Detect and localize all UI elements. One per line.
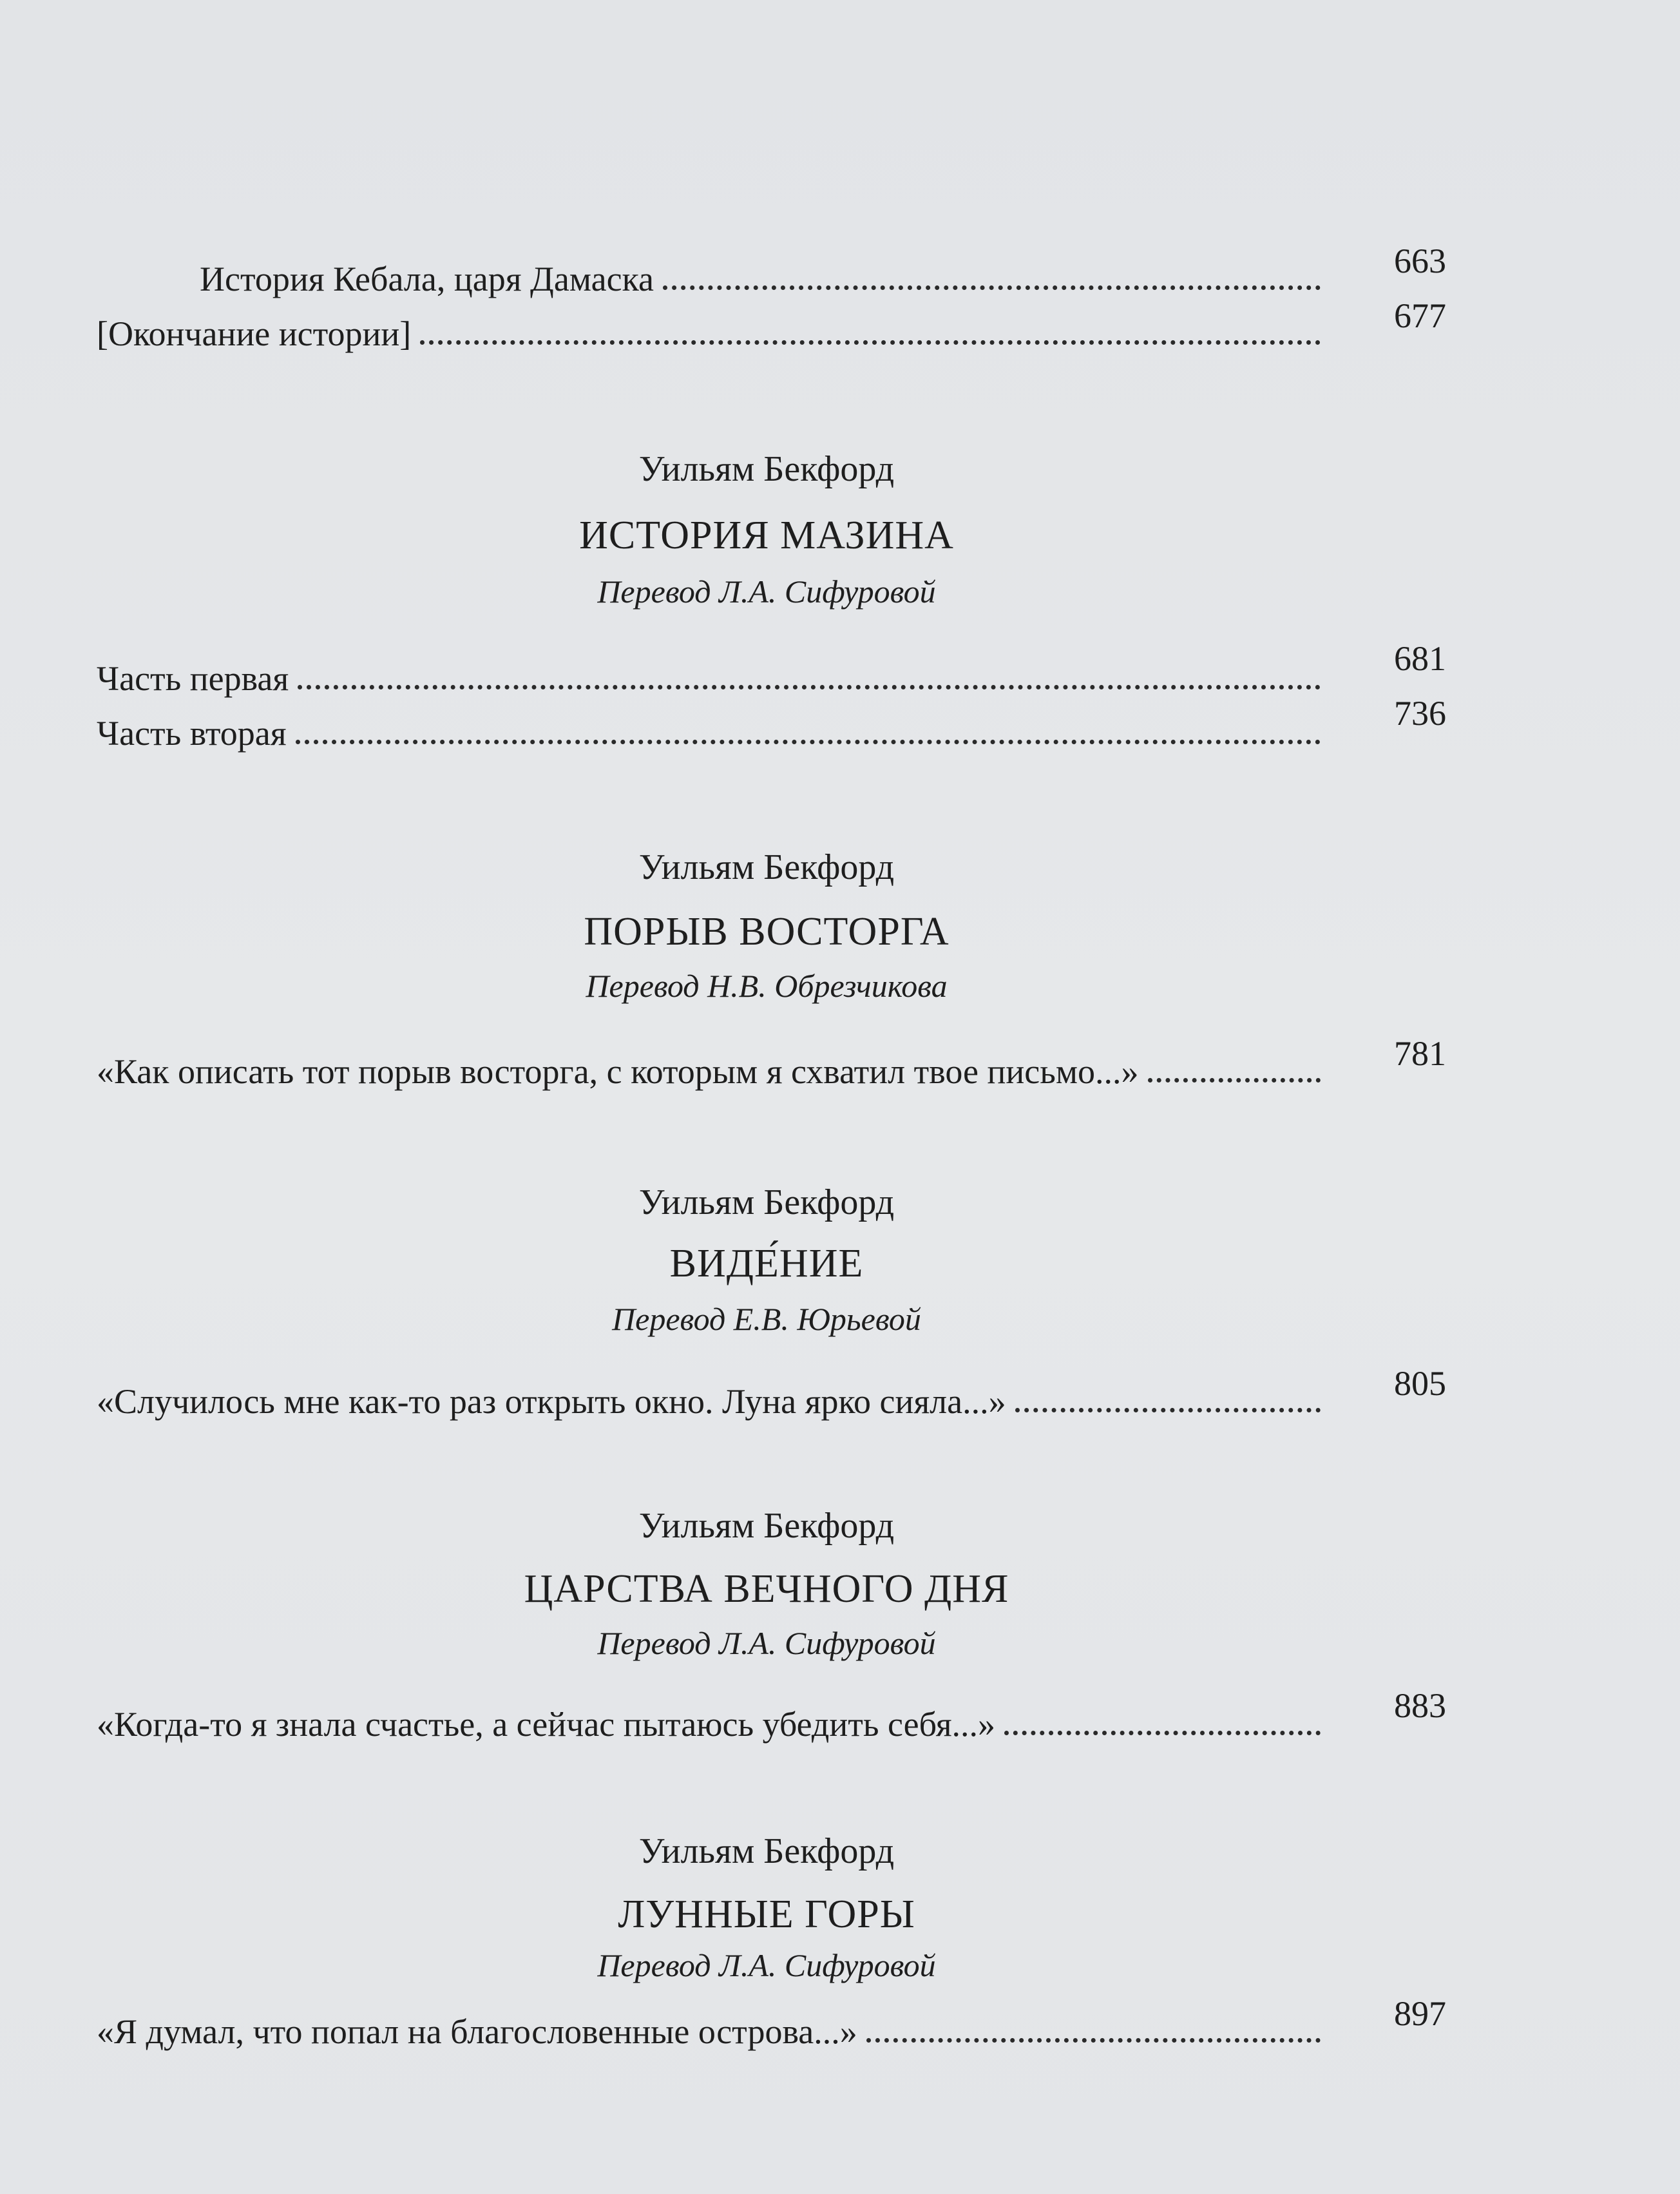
- toc-entry-label: [Окончание истории]: [97, 314, 412, 353]
- toc-entry-label: Часть вторая: [97, 714, 287, 753]
- toc-page-number: 781: [1394, 1034, 1446, 1073]
- toc-entry-label: История Кебала, царя Дамаска: [200, 260, 654, 298]
- toc-entry-label: «Как описать тот порыв восторга, с которым я схватил твое письмо...»: [97, 1052, 1139, 1091]
- toc-entry-label: «Случилось мне как-то раз открыть окно. Луна ярко сияла...»: [97, 1382, 1006, 1421]
- toc-page-number: 805: [1394, 1364, 1446, 1403]
- section-translator: Перевод Л.А. Сифуровой: [597, 573, 936, 610]
- section-author: Уильям Бекфорд: [638, 449, 895, 489]
- toc-entry-label: Часть первая: [97, 659, 289, 698]
- leader-dots: [1015, 1408, 1321, 1412]
- toc-entry-moon-mountains: [97, 1997, 1321, 2049]
- toc-entry-label: «Когда-то я знала счастье, а сейчас пытаюсь убедить себя...»: [97, 1705, 996, 1744]
- section-title: ЛУННЫЕ ГОРЫ: [618, 1892, 915, 1936]
- toc-page-number: 883: [1394, 1686, 1446, 1725]
- leader-dots: [1004, 1731, 1321, 1735]
- section-translator: Перевод Л.А. Сифуровой: [597, 1625, 936, 1661]
- section-translator: Перевод Н.В. Обрезчикова: [586, 968, 948, 1004]
- toc-page-number: 677: [1394, 296, 1446, 335]
- toc-entry-vision: [97, 1367, 1321, 1419]
- leader-dots: [866, 2038, 1321, 2043]
- toc-entry-ending: [97, 300, 1321, 351]
- toc-entry-kingdoms: [97, 1690, 1321, 1742]
- toc-entry-rapture: [97, 1037, 1321, 1089]
- toc-page-number: 736: [1394, 694, 1446, 733]
- section-title: ВИДЕ́НИЕ: [669, 1242, 864, 1285]
- toc-entry-part-two: [97, 699, 1321, 751]
- section-translator: Перевод Е.В. Юрьевой: [612, 1301, 921, 1337]
- toc-page-number: 897: [1394, 1994, 1446, 2033]
- toc-entry-label: «Я думал, что попал на благословенные острова...»: [97, 2012, 857, 2051]
- leader-dots: [420, 340, 1321, 345]
- section-author: Уильям Бекфорд: [638, 847, 895, 887]
- section-author: Уильям Бекфорд: [638, 1831, 895, 1871]
- leader-dots: [298, 685, 1321, 689]
- section-author: Уильям Бекфорд: [638, 1506, 895, 1546]
- toc-entry-kebal: [200, 245, 1321, 296]
- toc-page-number: 681: [1394, 639, 1446, 678]
- section-translator: Перевод Л.А. Сифуровой: [597, 1947, 936, 1983]
- toc-page-number: 663: [1394, 242, 1446, 280]
- leader-dots: [663, 285, 1321, 290]
- leader-dots: [296, 740, 1321, 744]
- toc-entry-part-one: [97, 644, 1321, 696]
- section-author: Уильям Бекфорд: [638, 1182, 895, 1222]
- section-title: ИСТОРИЯ МАЗИНА: [579, 514, 954, 557]
- leader-dots: [1148, 1078, 1321, 1083]
- section-title: ЦАРСТВА ВЕЧНОГО ДНЯ: [524, 1567, 1009, 1611]
- section-title: ПОРЫВ ВОСТОРГА: [584, 910, 950, 954]
